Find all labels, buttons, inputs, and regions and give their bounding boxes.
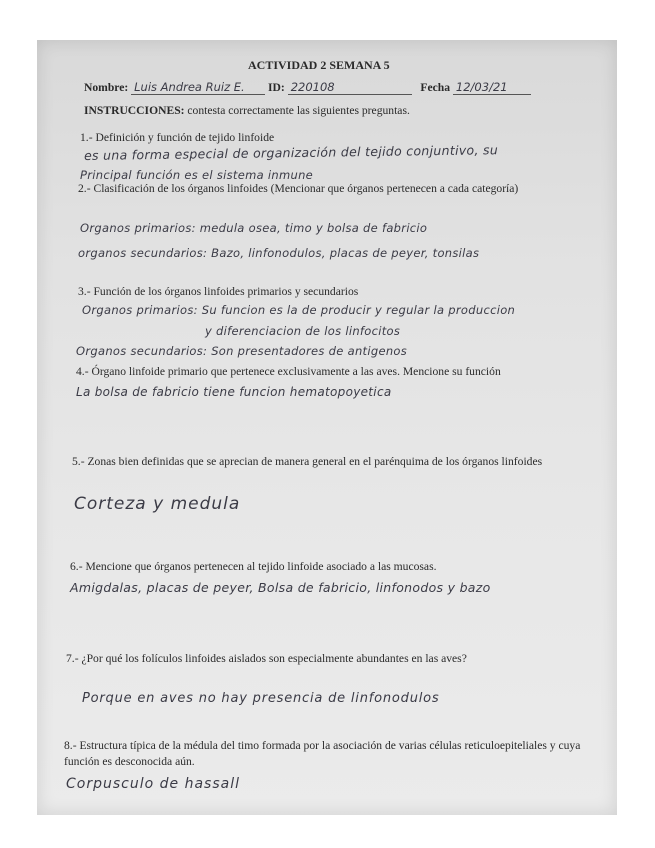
answer-4: La bolsa de fabricio tiene funcion hematopoyetica [76, 385, 392, 399]
question-2: 2.- Clasificación de los órganos linfoides (Mencionar que órganos pertenecen a cada categoría) [78, 182, 519, 195]
question-5: 5.- Zonas bien definidas que se aprecian de manera general en el parénquima de los órganos linfoides [72, 455, 543, 468]
page-title: ACTIVIDAD 2 SEMANA 5 [248, 58, 390, 72]
answer-2-line-2: organos secundarios: Bazo, linfonodulos, placas de peyer, tonsilas [78, 246, 480, 260]
answer-3-line-2: y diferenciacion de los linfocitos [205, 324, 401, 338]
answer-3-line-1: Organos primarios: Su funcion es la de producir y regular la produccion [82, 303, 516, 317]
instructions-text: contesta correctamente las siguientes preguntas. [187, 104, 410, 117]
question-6: 6.- Mencione que órganos pertenecen al tejido linfoide asociado a las mucosas. [70, 560, 437, 573]
question-4: 4.- Órgano linfoide primario que pertenece exclusivamente a las aves. Mencione su función [76, 365, 501, 378]
instructions [84, 104, 410, 117]
name-label: Nombre: [84, 81, 129, 94]
id-value: 220108 [288, 80, 412, 95]
header-line [84, 80, 531, 95]
answer-6: Amigdalas, placas de peyer, Bolsa de fabricio, linfonodos y bazo [70, 580, 491, 595]
instructions-label: INSTRUCCIONES: [84, 104, 185, 117]
answer-1-line-1: es una forma especial de organización del tejido conjuntivo, su [83, 142, 499, 163]
answer-3-line-3: Organos secundarios: Son presentadores de antigenos [76, 344, 408, 358]
question-3: 3.- Función de los órganos linfoides primarios y secundarios [78, 285, 359, 298]
answer-2-line-1: Organos primarios: medula osea, timo y bolsa de fabricio [80, 221, 428, 235]
question-1: 1.- Definición y función de tejido linfoide [80, 131, 275, 144]
name-value: Luis Andrea Ruiz E. [131, 80, 265, 95]
date-value: 12/03/21 [453, 80, 531, 95]
answer-1-line-2: Principal función es el sistema inmune [80, 168, 314, 182]
answer-7: Porque en aves no hay presencia de linfonodulos [82, 691, 440, 706]
id-label: ID: [268, 81, 285, 94]
answer-5: Corteza y medula [74, 494, 241, 514]
question-7: 7.- ¿Por qué los folículos linfoides aislados son especialmente abundantes en las aves? [66, 652, 467, 665]
answer-8: Corpusculo de hassall [66, 776, 240, 792]
date-label: Fecha [420, 81, 451, 94]
question-8: 8.- Estructura típica de la médula del timo formada por la asociación de varias células reticuloepiteliales y cuya función es desconocida aún. [64, 739, 581, 768]
